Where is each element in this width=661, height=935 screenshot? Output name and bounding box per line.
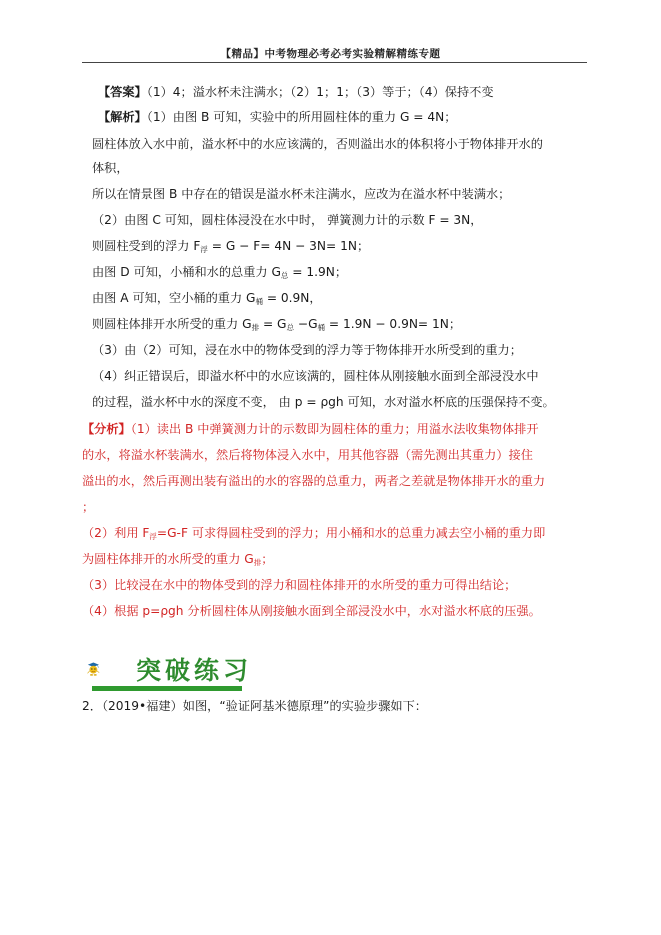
analysis-8a: 由图 A 可知，空小桶的重力 G: [92, 291, 256, 305]
analysis-9c: −G: [293, 317, 318, 331]
analysis-text-1: （1）由图 B 可知，实验中的所用圆柱体的重力 G = 4N；: [146, 110, 457, 124]
question-line: 2．（2019•福建）如图，“验证阿基米德原理”的实验步骤如下：: [82, 699, 427, 713]
fenxi-tag: 【分析】: [82, 422, 131, 436]
analysis-8b: = 0.9N，: [262, 291, 322, 305]
analysis-line-11: （4）纠正错误后，即溢水杯中的水应该满的，圆柱体从刚接触水面到全部浸没水中: [92, 369, 539, 383]
analysis-line-9: [92, 316, 461, 332]
analysis-line-3: 体积，: [92, 161, 129, 175]
fenxi-line-3: [82, 473, 545, 489]
analysis-line-8: [92, 290, 322, 306]
analysis-9b: = G: [259, 317, 287, 331]
answer-tag: 【答案】: [98, 85, 147, 99]
subscript-tong: 桶: [255, 297, 263, 306]
analysis-9a: 则圆柱体排开水所受的重力 G: [92, 317, 252, 331]
analysis-6a: 则圆柱受到的浮力 F: [92, 239, 201, 253]
analysis-line-12: 的过程，溢水杯中水的深度不变， 由 p = ρgh 可知，水对溢水杯底的压强保持不变。: [92, 395, 555, 409]
analysis-7b: = 1.9N；: [288, 265, 348, 279]
subscript-fu: 浮: [200, 245, 208, 254]
subscript-pai: 排: [251, 323, 260, 332]
answer-text: （1）4；溢水杯未注满水；（2）1；1；（3）等于；（4）保持不变: [146, 85, 494, 99]
analysis-line-2: 圆柱体放入水中前，溢水杯中的水应该满的，否则溢出水的体积将小于物体排开水的: [92, 137, 543, 151]
fenxi-text-1: （1）读出 B 中弹簧测力计的示数即为圆柱体的重力；用溢水法收集物体排开: [130, 422, 539, 436]
analysis-line-5: （2）由图 C 可知，圆柱体浸没在水中时， 弹簧测力计的示数 F = 3N，: [92, 213, 483, 227]
fenxi-text-3: 溢出的水，然后再测出装有溢出的水的容器的总重力，两者之差就是物体排开水的重力: [82, 474, 546, 488]
fenxi-line-1: [82, 421, 539, 437]
subscript-zong-2: 总: [286, 323, 294, 332]
fenxi-4a: （2）利用 F: [82, 526, 150, 540]
fenxi-5a: 为圆柱体排开的水所受的重力 G: [82, 552, 254, 566]
analysis-line-7: [92, 264, 347, 280]
header-divider: [82, 62, 587, 63]
fenxi-line-7: （4）根据 p=ρgh 分析圆柱体从刚接触水面到全部浸没水中，水对溢水杯底的压强。: [82, 604, 541, 618]
fenxi-line-5: [82, 551, 273, 567]
page-header: 【精品】中考物理必考必考实验精解精练专题: [220, 48, 441, 60]
subscript-zong: 总: [280, 271, 289, 280]
analysis-9d: = 1.9N − 0.9N= 1N；: [325, 317, 462, 331]
analysis-tag: 【解析】: [98, 110, 147, 124]
fenxi-5b: ；: [261, 552, 274, 566]
answer-line: [98, 84, 494, 100]
analysis-7a: 由图 D 可知，小桶和水的总重力 G: [92, 265, 281, 279]
fenxi-line-6: （3）比较浸在水中的物体受到的浮力和圆柱体排开的水所受的重力可得出结论；: [82, 578, 517, 592]
analysis-line-4: 所以在情景图 B 中存在的错误是溢水杯未注满水，应改为在溢水杯中装满水；: [92, 187, 511, 201]
analysis-line-10: （3）由（2）可知，浸在水中的物体受到的浮力等于物体排开水所受到的重力；: [92, 343, 522, 357]
fenxi-subscript-fu: 浮: [149, 532, 157, 541]
fenxi-line-3-end: ；: [82, 500, 95, 514]
subscript-tong-2: 桶: [317, 323, 326, 332]
section-underline: [92, 686, 242, 691]
fenxi-line-4: [82, 525, 545, 541]
analysis-line-6: [92, 238, 369, 254]
fenxi-subscript-pai: 排: [253, 558, 262, 567]
section-title: 突破练习: [136, 656, 253, 685]
analysis-line-1: [98, 109, 456, 125]
fenxi-4b: =G-F 可求得圆柱受到的浮力；用小桶和水的总重力减去空小桶的重力即: [156, 526, 546, 540]
fenxi-line-2: 的水，将溢水杯装满水，然后将物体浸入水中，用其他容器（需先测出其重力）接住: [82, 448, 533, 462]
analysis-6b: = G − F= 4N − 3N= 1N；: [207, 239, 370, 253]
